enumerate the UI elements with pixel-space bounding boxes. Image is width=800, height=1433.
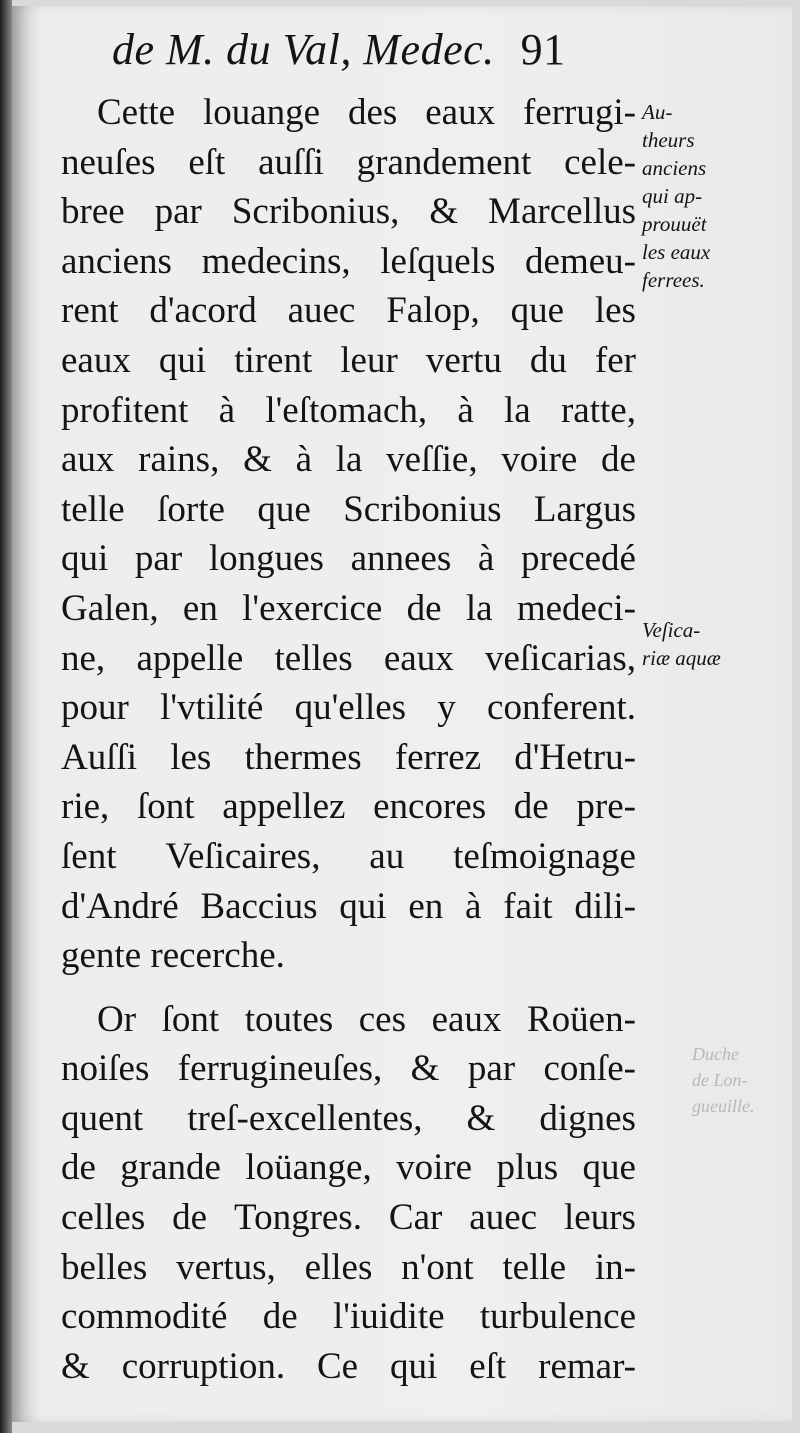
text-line: belles vertus, elles n'ont telle in- xyxy=(61,1246,636,1288)
margin-note-line: Veſica- xyxy=(642,618,701,642)
text-line: rent d'acord auec Falop, que les xyxy=(61,290,636,332)
paragraph-gap xyxy=(61,981,636,995)
running-title: de M. du Val, Medec. xyxy=(112,25,495,74)
book-page xyxy=(12,6,792,1422)
text-line: d'André Baccius qui en à fait dili- xyxy=(61,885,636,927)
bleed-through-line: de Lon- xyxy=(692,1070,748,1090)
text-line: Or ſont toutes ces eaux Roüen- xyxy=(97,998,636,1040)
text-line: noiſes ferrugineuſes, & par conſe- xyxy=(61,1048,636,1090)
text-line: gente recerche. xyxy=(61,935,285,977)
text-line: bree par Scribonius, & Marcellus xyxy=(61,191,636,233)
text-line: rie, ſont appellez encores de pre- xyxy=(61,786,636,828)
text-line: pour l'vtilité qu'elles y conferent. xyxy=(61,687,636,729)
text-line: & corruption. Ce qui eſt remar- xyxy=(61,1345,636,1387)
bleed-through-line: gueuille. xyxy=(692,1096,755,1116)
text-line: telle ſorte que Scribonius Largus xyxy=(61,488,636,530)
margin-note-line: riæ aquæ xyxy=(642,646,721,670)
text-line: commodité de l'iuidite turbulence xyxy=(61,1296,636,1338)
text-line: celles de Tongres. Car auec leurs xyxy=(61,1197,636,1239)
paragraph-2 xyxy=(61,995,636,1392)
margin-note-line: ferrees. xyxy=(642,268,705,292)
text-line: ne, appelle telles eaux veſicarias, xyxy=(61,637,636,679)
text-line: aux rains, & à la veſſie, voire de xyxy=(61,439,636,481)
running-header xyxy=(112,24,566,75)
body-text xyxy=(61,88,636,1391)
paragraph-1 xyxy=(61,88,636,981)
text-line: eaux qui tirent leur vertu du fer xyxy=(61,339,636,381)
margin-note-line: qui ap- xyxy=(642,184,703,208)
book-spine-shadow xyxy=(0,0,12,1433)
margin-note-line: les eaux xyxy=(642,240,711,264)
text-line: quent treſ-excellentes, & dignes xyxy=(61,1097,636,1139)
margin-note-2 xyxy=(642,616,772,672)
text-line: profitent à l'eſtomach, à la ratte, xyxy=(61,389,636,431)
margin-note-line: anciens xyxy=(642,156,707,180)
text-line: ſent Veſicaires, au teſmoignage xyxy=(61,835,636,877)
bleed-through-line: Duche xyxy=(692,1044,739,1064)
text-line: Cette louange des eaux ferrugi- xyxy=(97,92,636,133)
text-line: Auſſi les thermes ferrez d'Hetru- xyxy=(61,736,636,778)
text-line: de grande loüange, voire plus que xyxy=(61,1147,636,1189)
text-line: neuſes eſt auſſi grandement cele- xyxy=(61,141,636,183)
bleed-through-text xyxy=(692,1041,792,1119)
margin-note-line: prouuët xyxy=(642,212,707,236)
margin-note-1 xyxy=(642,98,772,294)
text-line: qui par longues annees à precedé xyxy=(61,538,636,580)
page-number: 91 xyxy=(520,25,566,74)
margin-note-line: theurs xyxy=(642,128,695,152)
margin-note-line: Au- xyxy=(642,100,673,124)
text-line: Galen, en l'exercice de la medeci- xyxy=(61,587,636,629)
text-line: anciens medecins, leſquels demeu- xyxy=(61,240,636,282)
